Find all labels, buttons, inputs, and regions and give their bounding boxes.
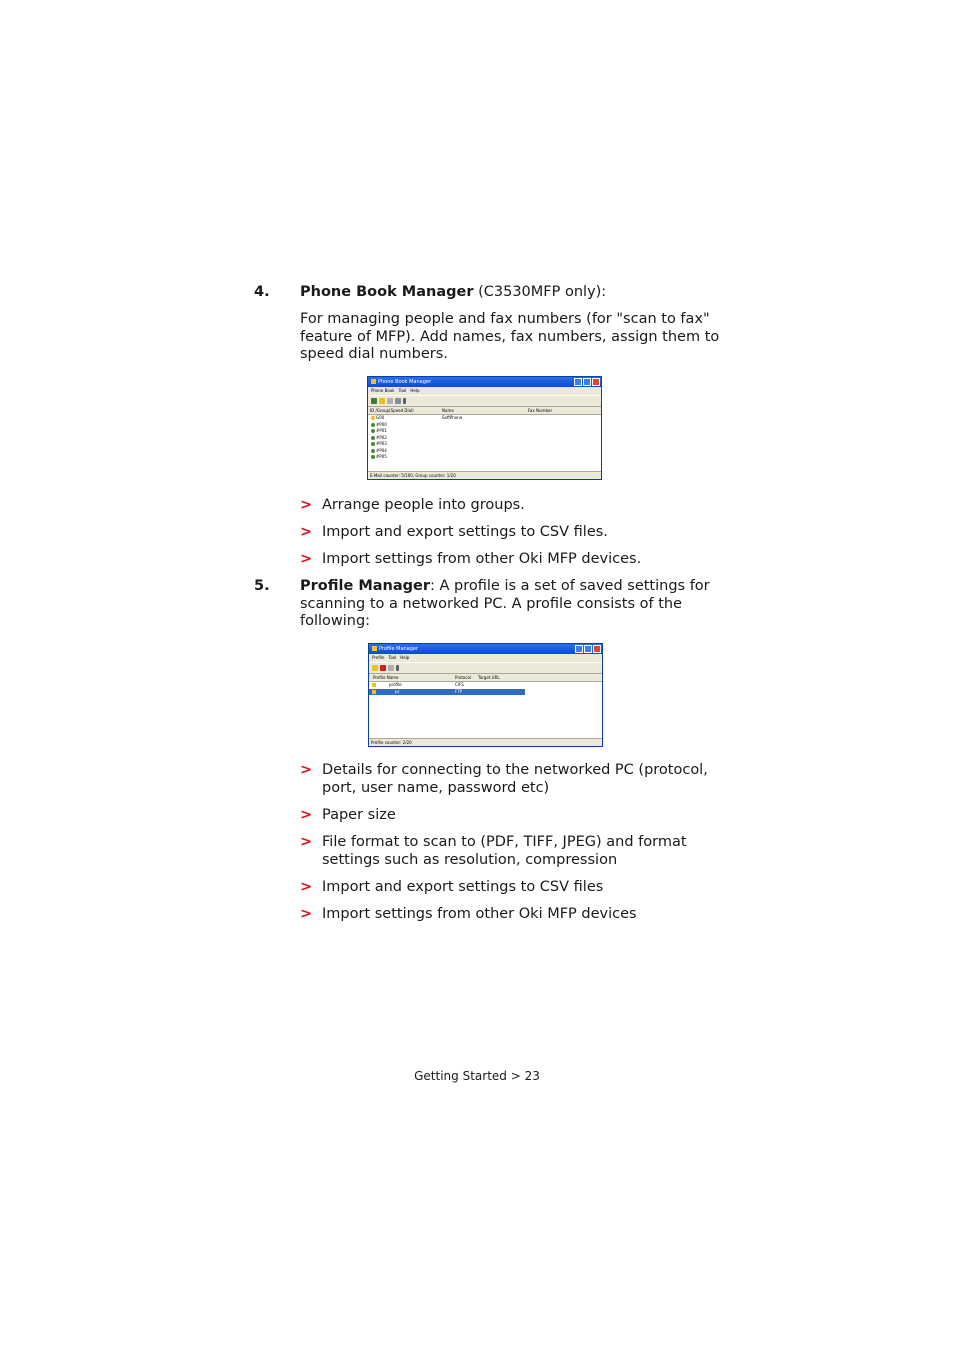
bullet-text: Arrange people into groups. <box>322 497 525 513</box>
section-5-title-rest: : A profile is a set of saved settings for <box>430 578 710 594</box>
section-5-number: 5. <box>254 578 270 594</box>
delete-icon[interactable] <box>380 665 386 671</box>
row-id: #P04 <box>376 447 387 453</box>
bullet-line: port, user name, password etc) <box>322 780 550 796</box>
bullet-item <box>300 550 730 568</box>
section-4-number: 4. <box>254 284 270 300</box>
phone-book-manager-screenshot <box>367 376 602 480</box>
menu-help[interactable]: Help <box>410 388 420 393</box>
menu-help[interactable]: Help <box>400 655 410 660</box>
row-profile-name: pc <box>395 688 400 694</box>
window-titlebar <box>369 644 602 654</box>
group-icon <box>371 416 375 420</box>
statusbar: E-Mail counter: 5/100, Group counter: 1/20 <box>368 471 601 479</box>
app-icon <box>371 379 376 384</box>
profile-list <box>369 682 602 695</box>
person-icon <box>371 429 375 433</box>
description-line: feature of MFP). Add names, fax numbers, assign them to <box>300 328 720 345</box>
bullet-text <box>322 833 730 869</box>
folder-icon[interactable] <box>379 398 385 404</box>
minimize-icon[interactable] <box>574 378 582 386</box>
statusbar: Profile counter: 2/20 <box>369 738 602 746</box>
list-item[interactable] <box>368 454 601 461</box>
row-protocol: FTP <box>455 688 463 694</box>
properties-icon[interactable] <box>395 398 401 404</box>
section-5-title: Profile Manager <box>300 578 431 594</box>
column-fax-number[interactable]: Fax Number <box>528 408 553 413</box>
close-icon[interactable] <box>593 645 601 653</box>
properties-icon[interactable] <box>388 665 394 671</box>
folder-icon <box>372 683 376 687</box>
bullet-text: Import and export settings to CSV files. <box>322 524 608 540</box>
bullet-line: Details for connecting to the networked PC (protocol, <box>322 762 708 778</box>
section-5-heading <box>300 578 740 631</box>
bullet-line: Paper size <box>322 807 396 823</box>
bullet-line: Import settings from other Oki MFP devices <box>322 906 637 922</box>
row-name: SoftPhone <box>442 415 463 420</box>
person-icon <box>371 436 375 440</box>
menubar <box>369 654 602 662</box>
row-protocol: CIFS <box>455 682 464 687</box>
bullet-text: Import settings from other Oki MFP devices. <box>322 551 642 567</box>
bullet-item <box>300 761 730 797</box>
bullet-item <box>300 878 730 896</box>
bullet-item <box>300 523 730 541</box>
person-icon <box>371 449 375 453</box>
app-icon <box>372 646 377 651</box>
person-icon <box>371 423 375 427</box>
toolbar <box>368 395 601 407</box>
window-titlebar <box>368 377 601 387</box>
bullet-line: settings such as resolution, compression <box>322 852 618 868</box>
bullet-item <box>300 806 730 824</box>
help-icon[interactable] <box>396 665 399 671</box>
bullet-marker: > <box>300 807 313 823</box>
column-header <box>369 674 602 682</box>
row-id: #P02 <box>376 434 387 440</box>
bullet-marker: > <box>300 551 313 567</box>
person-icon <box>371 455 375 459</box>
bullet-marker: > <box>300 834 313 850</box>
description-line: speed dial numbers. <box>300 346 448 362</box>
column-header <box>368 407 601 415</box>
bullet-line: Import and export settings to CSV files <box>322 879 604 895</box>
phone-book-list <box>368 415 601 461</box>
folder-icon[interactable] <box>372 665 378 671</box>
description-line: scanning to a networked PC. A profile consists of the <box>300 595 683 612</box>
minimize-icon[interactable] <box>575 645 583 653</box>
close-icon[interactable] <box>592 378 600 386</box>
menu-tool[interactable]: Tool <box>388 655 397 660</box>
row-id: #P05 <box>376 454 387 459</box>
column-target-url[interactable]: Target URL <box>478 675 500 680</box>
bullet-marker: > <box>300 497 313 513</box>
bullet-marker: > <box>300 906 313 922</box>
bullet-line: File format to scan to (PDF, TIFF, JPEG) and format <box>322 834 687 850</box>
menu-profile[interactable]: Profile <box>372 655 385 660</box>
profile-manager-screenshot <box>368 643 603 747</box>
column-name[interactable]: Name <box>442 408 454 413</box>
section-4-description <box>300 311 740 364</box>
globe-icon[interactable] <box>371 398 377 404</box>
column-id[interactable]: ID /Group(Speed Dial) <box>370 408 414 413</box>
delete-icon[interactable] <box>387 398 393 404</box>
section-4-title: Phone Book Manager <box>300 284 474 300</box>
bullet-text <box>322 806 730 824</box>
folder-icon <box>372 690 376 694</box>
bullet-text <box>322 905 730 923</box>
bullet-marker: > <box>300 762 313 778</box>
person-icon <box>371 442 375 446</box>
column-protocol[interactable]: Protocol <box>455 675 472 680</box>
page-footer: Getting Started > 23 <box>414 1069 540 1083</box>
maximize-icon[interactable] <box>583 378 591 386</box>
row-profile-name: profile <box>389 682 402 687</box>
bullet-item <box>300 833 730 869</box>
description-line: For managing people and fax numbers (for "scan to fax" <box>300 311 710 327</box>
section-4-title-rest: (C3530MFP only): <box>473 284 607 300</box>
row-id: #P01 <box>376 428 387 433</box>
menubar <box>368 387 601 395</box>
help-icon[interactable] <box>403 398 406 404</box>
menu-phone-book[interactable]: Phone Book <box>371 388 395 393</box>
description-line: following: <box>300 613 371 629</box>
bullet-item <box>300 905 730 923</box>
bullet-text <box>322 761 730 797</box>
row-id: #P00 <box>376 421 387 427</box>
toolbar <box>369 662 602 674</box>
bullet-item <box>300 496 730 514</box>
window-controls <box>575 645 601 653</box>
window-title: Phone Book Manager <box>378 379 432 385</box>
maximize-icon[interactable] <box>584 645 592 653</box>
bullet-text <box>322 878 730 896</box>
row-id: #P03 <box>376 441 387 446</box>
bullet-marker: > <box>300 524 313 540</box>
bullet-marker: > <box>300 879 313 895</box>
row-id: G00 <box>376 415 385 420</box>
column-profile-name[interactable]: Profile Name <box>373 675 399 680</box>
window-title: Profile Manager <box>379 646 419 652</box>
menu-tool[interactable]: Tool <box>398 388 407 393</box>
section-4-heading <box>300 284 606 302</box>
list-item-selected[interactable] <box>369 689 525 696</box>
window-controls <box>574 378 600 386</box>
